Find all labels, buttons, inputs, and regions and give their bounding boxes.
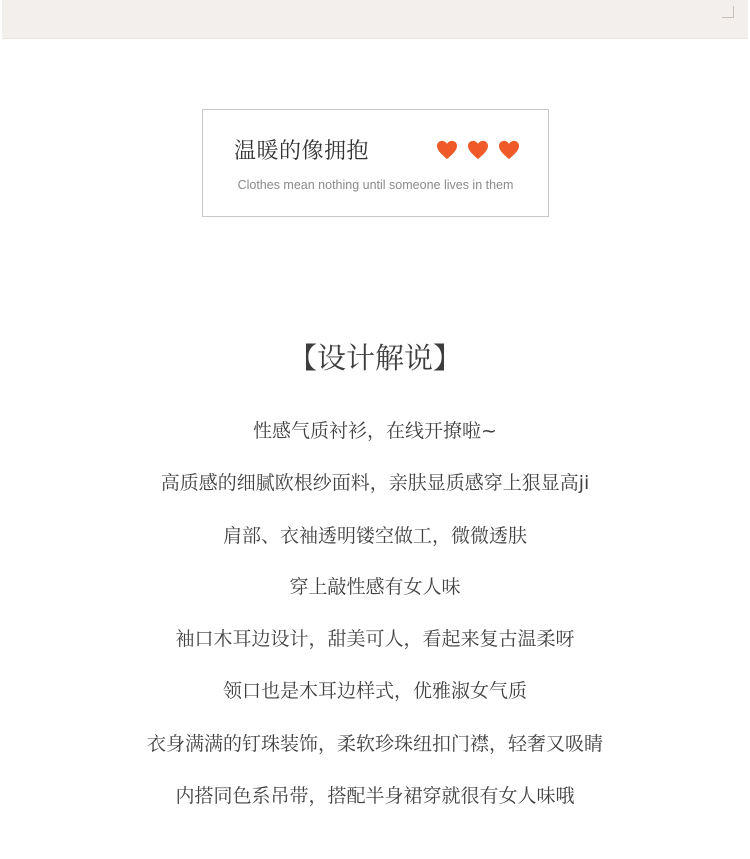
top-banner-strip — [2, 0, 748, 39]
description-line: 性感气质衬衫，在线开撩啦~ — [253, 420, 497, 442]
description-line: 内搭同色系吊带，搭配半身裙穿就很有女人味哦 — [175, 785, 575, 807]
description-line: 衣身满满的钉珠装饰，柔软珍珠纽扣门襟，轻奢又吸睛 — [146, 733, 603, 755]
description-line: 领口也是木耳边样式，优雅淑女气质 — [222, 680, 527, 702]
heart-icon — [467, 140, 489, 160]
heart-icon — [436, 140, 458, 160]
description-line: 高质感的细腻欧根纱面料，亲肤显质感穿上狠显高ji — [160, 472, 590, 494]
card-title: 温暖的像拥抱 — [234, 139, 370, 164]
description-line: 袖口木耳边设计，甜美可人，看起来复古温柔呀 — [175, 628, 575, 650]
card-subtitle: Clothes mean nothing until someone lives in them — [237, 178, 514, 192]
description-line: 穿上敲性感有女人味 — [289, 576, 461, 598]
corner-mark-icon — [722, 6, 734, 18]
description-line: 肩部、衣袖透明镂空做工，微微透肤 — [222, 525, 527, 547]
heart-icon — [498, 140, 520, 160]
tagline-card — [202, 109, 549, 217]
section-title: 【设计解说】 — [287, 341, 462, 375]
